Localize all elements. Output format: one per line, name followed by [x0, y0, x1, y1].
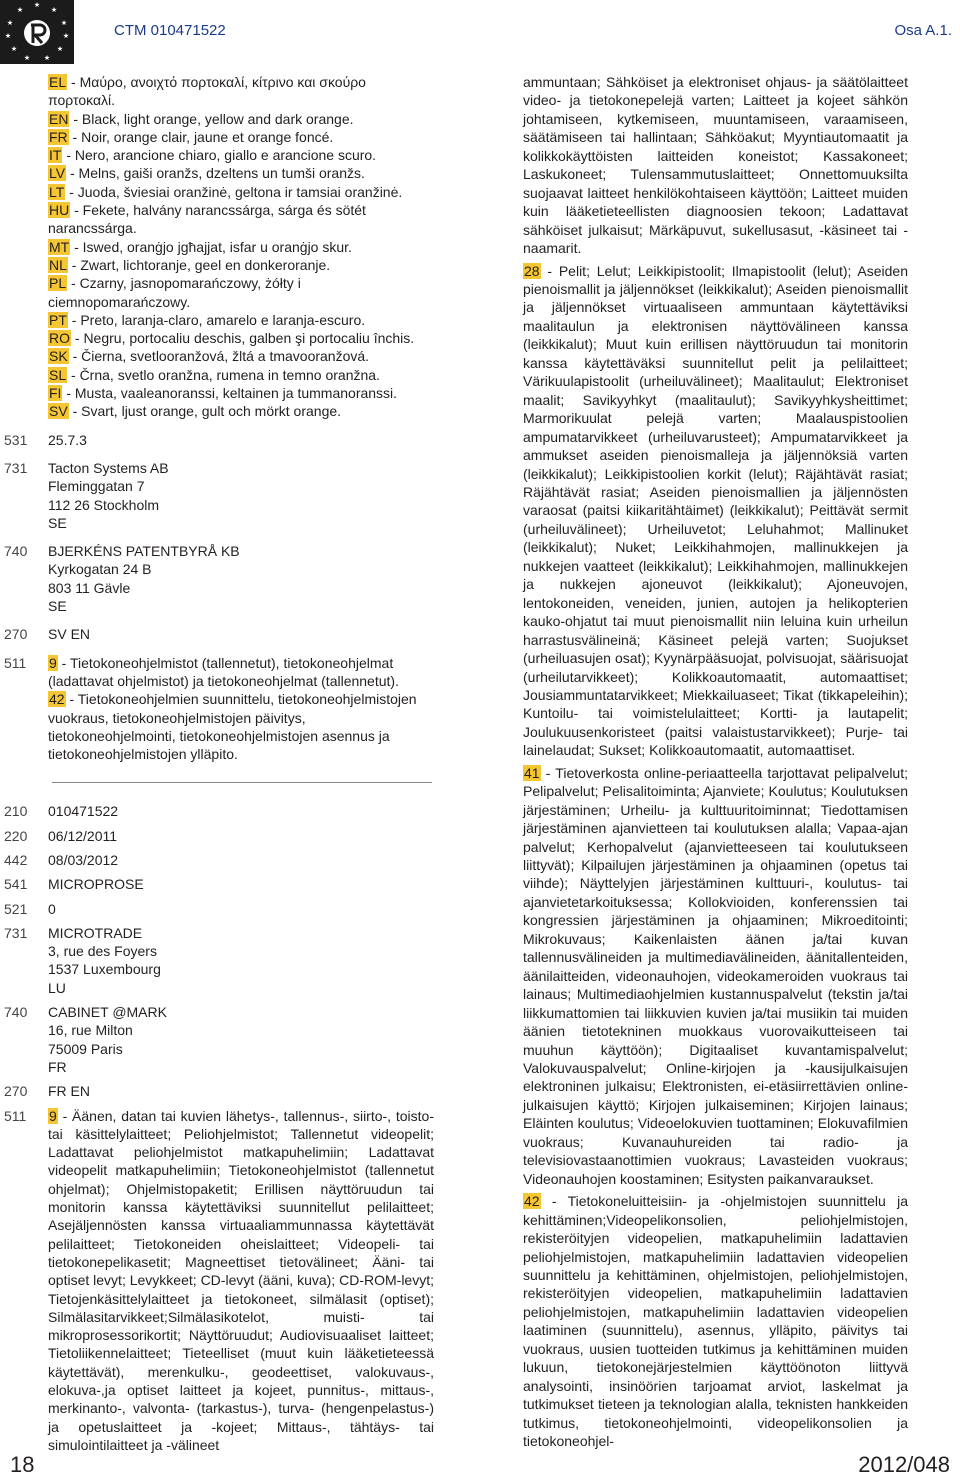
- page-number: 18: [10, 1452, 35, 1477]
- header-part-reference: Osa A.1.: [894, 22, 952, 39]
- applicant-address: [48, 924, 434, 997]
- language-text: - Nero, arancione chiaro, giallo e arancione scuro.: [62, 147, 377, 164]
- applicant-address: [48, 459, 434, 532]
- language-text: - Noir, orange clair, jaune et orange foncé.: [68, 128, 334, 145]
- header-title: CTM 010471522: [114, 22, 226, 39]
- field-541: [4, 875, 434, 893]
- field-value: SV EN: [48, 626, 91, 643]
- address-line: Kyrkogatan 24 B: [48, 561, 152, 578]
- eu-stars-r-logo-icon: [0, 0, 74, 64]
- svg-text:★: ★: [56, 45, 64, 53]
- language-code-badge: MT: [49, 238, 70, 255]
- class-description: - Tietokoneluitteisiin- ja -ohjelmistojen suunnittelu ja kehittäminen;Videopelikonsolien, peliohjelmistojen, rekisteröityjen videopelien, matkapuhelimiin ladattavien peliohjelmistojen, matkapuhelimiin ladattavien videopelien suunnittelu ja kehittäminen, ohjelmistojen, peliohjelmistojen, rekisteröityjen videopelien, matkapuhelimiin ladattavien peliohjelmistojen, matkapuhelimiin ladattavien videopelien laatiminen (suunnittelu), asennus, ylläpito, päivitys tai vuokraus, uusien tuotteiden tutkimus ja kehittäminen muiden lukuun, tietokonejärjestelmien käyttöönoton liittyvä analysointi, insinöörien tarjoamat arviot, laskelmat ja tutkimukset tieteen ja teknologian alalla, teknisten hankkeiden tutkimus, tietokoneohjelmointi, videopelikonsolien ja tietokoneohjel-: [523, 1193, 908, 1450]
- field-number: 531: [4, 431, 28, 448]
- field-740-representative: [4, 1003, 434, 1076]
- language-line-ro: [48, 329, 434, 347]
- language-code-badge: EL: [49, 74, 67, 90]
- field-270-languages: [4, 625, 434, 643]
- language-code-badge: NL: [49, 256, 67, 273]
- class-42-entry: [48, 690, 434, 763]
- address-line: 75009 Paris: [48, 1040, 123, 1057]
- field-number: 740: [4, 1004, 28, 1021]
- svg-text:★: ★: [60, 19, 68, 27]
- language-line-sk: [48, 347, 434, 365]
- field-521: [4, 900, 434, 918]
- language-line-en: [48, 110, 434, 128]
- class-description: - Tietokoneohjelmien suunnittelu, tietokoneohjelmistojen vuokraus, tietokoneohjelmistojen päivitys, tietokoneohjelmointi, tietokoneohjelmistojen asennus ja tietokoneohjelmistojen ylläpito.: [48, 691, 417, 763]
- language-code-badge: PL: [49, 275, 67, 292]
- field-531: [4, 431, 434, 449]
- field-511-classes: [4, 1107, 434, 1455]
- field-number: 210: [4, 803, 28, 820]
- language-line-hu: [48, 201, 434, 238]
- field-number: 270: [4, 1083, 28, 1100]
- svg-text:★: ★: [50, 6, 58, 14]
- language-code-badge: SV: [49, 403, 68, 420]
- language-line-sl: [48, 366, 434, 384]
- language-code-badge: PT: [49, 311, 67, 328]
- field-value: 010471522: [48, 803, 119, 820]
- language-code-badge: LV: [49, 165, 66, 182]
- class-code-badge: 9: [49, 1107, 57, 1124]
- field-number: 511: [4, 654, 27, 671]
- language-line-pt: [48, 311, 434, 329]
- class-description: - Tietokoneohjelmistot (tallennetut), tietokoneohjelmat (ladattavat ohjelmistot) ja tietokoneohjelmat (tallennetut).: [48, 654, 399, 689]
- language-text: - Black, light orange, yellow and dark orange.: [69, 110, 354, 127]
- address-line: CABINET @MARK: [48, 1004, 167, 1021]
- language-translations: [48, 73, 434, 431]
- left-column: [4, 73, 434, 1454]
- language-line-nl: [48, 256, 434, 274]
- language-code-badge: FR: [49, 128, 68, 145]
- language-code-badge: LT: [49, 183, 65, 200]
- field-442: [4, 851, 434, 869]
- class-code-badge: 42: [49, 691, 65, 708]
- colour-claims-block: [4, 73, 434, 431]
- field-number: 731: [4, 924, 28, 941]
- class-code-badge: 9: [49, 654, 57, 671]
- field-number: 740: [4, 543, 28, 560]
- field-number: 541: [4, 876, 28, 893]
- field-value: MICROPROSE: [48, 876, 144, 893]
- field-740-representative: [4, 542, 434, 615]
- address-line: Fleminggatan 7: [48, 478, 145, 495]
- language-code-badge: EN: [49, 110, 69, 127]
- entry-separator: [52, 782, 432, 783]
- language-line-lt: [48, 183, 434, 201]
- svg-text:★: ★: [10, 45, 18, 53]
- address-line: SE: [48, 598, 67, 615]
- continued-class-9-text: ammuntaan; Sähköiset ja elektroniset ohjaus- ja säätölaitteet video- ja tietokonepelejä varten; Laitteet ja kojeet sähkön johtamiseen, kytkemiseen, muuntamiseen, varaamiseen, säätämiseen tai hallintaan; Sähköakut; Myyntiautomaatit ja kolikkokäyttöisten laitteiden koneistot; Kassakoneet; Laskukoneet; Tulensammutuslaitteet; Onnettomuuksilta suojaavat laitteet henkilökohtaiseen käyttöön; Laitteet muiden kuin lääketieteellisten diagnoosien tekoon; Ladattavat sähköiset julkaisut; Märkäpuvut, sukellusasut, -käsineet tai -naamarit.: [523, 74, 908, 257]
- class-9-entry: [48, 1107, 434, 1455]
- field-value: 25.7.3: [48, 431, 87, 448]
- class-code-badge: 28: [524, 262, 540, 279]
- field-220: [4, 827, 434, 845]
- svg-text:★: ★: [4, 32, 12, 40]
- representative-address: [48, 1003, 434, 1076]
- class-code-badge: 41: [524, 764, 540, 781]
- class-42-entry: [523, 1192, 908, 1450]
- field-number: 521: [4, 900, 28, 917]
- address-line: 112 26 Stockholm: [48, 496, 160, 513]
- svg-text:★: ★: [6, 19, 14, 27]
- address-line: 3, rue des Foyers: [48, 943, 157, 960]
- field-value: 0: [48, 900, 56, 917]
- language-code-badge: RO: [49, 330, 70, 347]
- language-text: - Zwart, lichtoranje, geel en donkeroranje.: [67, 256, 331, 273]
- language-code-badge: SL: [49, 366, 67, 383]
- class-description: - Tietoverkosta online-periaatteella tarjottavat pelipalvelut; Pelipalvelut; Pelisalitoiminta; Ajanviete; Koulutus; Koulutuksen järjestäminen; Urheilu- ja kulttuuritoiminnat; Tiedottamisen järjestäminen ajanvietteen tai koulutuksen alalla; Vapaa-ajan palvelut; Kerhopalvelut (ajanvietteeseen tai koulutukseen liittyvät); Kilpailujen järjestäminen ja ohjaaminen (opetus tai viihde); Näyttelyjen järjestäminen kulttuuri-, koulutus- tai ajanvietetarkoituksessa; Kollokvioiden, konferenssien tai kongressien järjestäminen ja ohjaaminen; Mikroeditointi; Mikrokuvaus; Kaikenlaisten äänen ja/tai kuvan tallennusvälineiden ja multimediavälineiden, äänitallenteiden, äänilaitteiden, videonauhojen, videokameroiden vuokraus tai lainaus; Multimediaohjelmien kustannuspalvelut (tekstin ja/tai liikkumattomien tai liikkuvien kuvien ja/tai musiikin tai muiden äänien tietotekninen muokkaus vuorovaikutteiseen tai muuhun käyttöön); Digitaaliset kuvantamispalvelut; Valokuvauspalvelut; Online-kirjojen ja -kausijulkaisujen elektroninen julkaisu; Elektronisten, ei-etäsiirrettävien online-julkaisujen käyttö; Kirjojen julkaiseminen; Kirjojen lainaus; Eläinten koulutus; Videoelokuvien tuottaminen; Elokuvafilmien vuokraus; Kuvanauhureiden tai radio- ja televisiovastaanottimien vuokraus; Lavasteiden vuokraus; Videonauhojen koostaminen; Esitysten paikanvaraukset.: [523, 764, 908, 1187]
- field-731-applicant: [4, 924, 434, 997]
- svg-text:★: ★: [43, 54, 51, 62]
- right-column: [523, 73, 908, 1451]
- language-text: - Juoda, šviesiai oranžinė, geltona ir tamsiai oranžinė.: [65, 183, 403, 200]
- language-text: - Iswed, oranġjo jgħajjat, isfar u oranġjo skur.: [70, 238, 352, 255]
- language-code-badge: FI: [49, 385, 62, 402]
- svg-text:★: ★: [23, 54, 31, 62]
- language-text: - Čierna, svetlooranžová, žltá a tmavooranžová.: [68, 348, 370, 365]
- address-line: MICROTRADE: [48, 924, 143, 941]
- field-511-classes: [4, 654, 434, 764]
- svg-text:★: ★: [16, 6, 24, 14]
- svg-text:★: ★: [62, 32, 70, 40]
- field-value: FR EN: [48, 1083, 90, 1100]
- address-line: 16, rue Milton: [48, 1022, 133, 1039]
- class-code-badge: 42: [524, 1193, 540, 1210]
- field-value: 08/03/2012: [48, 851, 119, 868]
- address-line: LU: [48, 979, 66, 996]
- language-code-badge: HU: [49, 202, 70, 219]
- address-line: FR: [48, 1058, 67, 1075]
- class-description: - Äänen, datan tai kuvien lähetys-, tallennus-, siirto-, toisto- tai käsittelylaitteet; Peliohjelmistot; Tallennetut videopelit; Ladattavat peliohjelmistot matkapuhelimiin; Ladattavat videopelit matkapuhelimiin; Tietokoneohjelmistot (tallennetut ohjelmat); Ohjelmistopaketit; Erillisen näyttöruudun tai monitorin kanssa käytettäviksi suunnitellut pelilaitteet; Asejäljennösten kanssa virtuaaliammunnassa käytettävät pelilaitteet; Tietokoneiden oheislaitteet; Videopeli- tai tietokonepelikasetit; Magneettiset tietovälineet; Ääni- tai optiset levyt; Levykkeet; CD-levyt (ääni, kuva); CD-ROM-levyt; Tietojenkäsittelylaitteet ja tietokoneet, silmälasit (optiset); Silmälasitarvikkeet;Silmälasikotelot, muisti- tai mikroprosessorikortit; Näyttöruudut; Audiovisuaaliset laitteet; Tietoliikennelaitteet; Tieteelliset (muut kuin lääketieteessä käytettävät), merenkulku-, geodeettiset, valokuvaus-, elokuva-,ja optiset laitteet ja kojeet, punnitus-, mittaus-, merkinanto-, valvonta- (tarkastus-), turva- (hengenpelastus-) ja opetuslaitteet ja -kojeet; Mittaus-, tähtäys- tai simulointilaitteet ja -välineet: [48, 1107, 434, 1453]
- language-text: - Preto, laranja-claro, amarelo e laranja-escuro.: [67, 311, 366, 328]
- class-description: - Pelit; Lelut; Leikkipistoolit; Ilmapistoolit (lelut); Aseiden pienoismallit ja jäljennökset (leikkikalut); Aseiden pienoismallit ja jäljennökset virtuaaliseen ammuntaan käytettäviksi maalitaulun ja elektronisen näyttövälineen kanssa (leikkikalut); Muut kuin erillisen näyttöruudun tai monitorin kanssa käytettäväksi suunnitellut pelit ja pelilaitteet; Värikuulapistoolit (urheiluvälineet); Maalitaulut; Elektroniset maalit; Savikyyhkyt (maalitaulut); Savikyyhkysheittimet; Marmorikuulat pelejä varten; Maalauspistoolien ampumatarvikkeet (urheiluvarusteet); Ampumatarvikkeet ja ammukset aseiden pienoismalleja ja jäljennöksiä varten (leikkikalut); Leikkipistoolien korkit (lelut); Räjähtävät rasiat; Räjähtävät rasiat; Aseiden pienoismallien ja jäljennösten varaosat (paitsi kiikaritähtäimet) (leikkikalut); Peittävät sermit (urheiluvälineet); Urheiluvetot; Leluhahmot; Mallinuket (leikkikalut); Nuket; Leikkihahmojen, mallinukkejen ja nukkejen vaatteet (leikkikalut); Leikkihahmojen, mallinukkejen ja nukkejen ajoneuvot (leikkikalut); Ajoneuvojen, lentokoneiden, veneiden, junien, autojen ja helikopterien kauko-ohjatut tai muut pienoismallit niin leluina kuin urheilun harrastusvälineinä; Käsineet pelejä varten; Suojukset (urheiluasujen osat); Kyynärpääsuojat, polvisuojat, säärisuojat (urheilutarvikkeet); Kolikkoautomaatit, automaattiset; Jousiammuntatarvikkeet; Miekkailuaseet; Tikat (tikkapeleihin); Kuntoilu- tai voimistelulaitteet; Kortti- ja lautapelit; Joulukuusenkoristeet (paitsi valaistustarvikkeet); Purje- tai lainelaudat; Sukset; Kolikkoautomaatit, automaattiset.: [523, 262, 908, 759]
- field-731-applicant: [4, 459, 434, 532]
- field-270-languages: [4, 1082, 434, 1100]
- class-41-entry: [523, 764, 908, 1188]
- class-28-entry: [523, 262, 908, 760]
- svg-text:★: ★: [33, 1, 41, 9]
- field-number: 511: [4, 1107, 27, 1124]
- language-line-it: [48, 146, 434, 164]
- field-number: 442: [4, 851, 28, 868]
- language-line-sv: [48, 402, 434, 420]
- language-line-el: [48, 73, 434, 110]
- language-text: - Musta, vaaleanoranssi, keltainen ja tummanoranssi.: [62, 385, 398, 402]
- language-text: - Melns, gaiši oranžs, dzeltens un tumši oranžs.: [66, 165, 365, 182]
- language-line-fi: [48, 384, 434, 402]
- address-line: 1537 Luxembourg: [48, 961, 161, 978]
- field-number: 220: [4, 827, 28, 844]
- language-text: - Črna, svetlo oranžna, rumena in temno oranžna.: [67, 366, 380, 383]
- language-text: - Μαύρο, ανοιχτό πορτοκαλί, κίτρινο και σκούρο πορτοκαλί.: [48, 74, 366, 109]
- field-value: 06/12/2011: [48, 827, 118, 844]
- language-line-lv: [48, 164, 434, 182]
- field-number: 731: [4, 459, 28, 476]
- address-line: Tacton Systems AB: [48, 459, 169, 476]
- class-9-entry: [48, 654, 434, 691]
- language-line-mt: [48, 238, 434, 256]
- field-number: 270: [4, 626, 28, 643]
- address-line: 803 11 Gävle: [48, 579, 131, 596]
- language-text: - Fekete, halvány narancssárga, sárga és sötét narancssárga.: [48, 202, 366, 237]
- language-text: - Negru, portocaliu deschis, galben şi portocaliu închis.: [71, 330, 415, 347]
- language-code-badge: SK: [49, 348, 68, 365]
- address-line: BJERKÉNS PATENTBYRÅ KB: [48, 543, 240, 560]
- representative-address: [48, 542, 434, 615]
- language-line-pl: [48, 274, 434, 311]
- field-210: [4, 802, 434, 820]
- language-text: - Czarny, jasnopomarańczowy, żółty i ciemnopomarańczowy.: [48, 275, 301, 310]
- bulletin-issue: 2012/048: [858, 1452, 950, 1477]
- address-line: SE: [48, 514, 67, 531]
- language-text: - Svart, ljust orange, gult och mörkt orange.: [68, 403, 342, 420]
- language-line-fr: [48, 128, 434, 146]
- language-code-badge: IT: [49, 147, 62, 164]
- eu-emblem-logo: [0, 0, 74, 64]
